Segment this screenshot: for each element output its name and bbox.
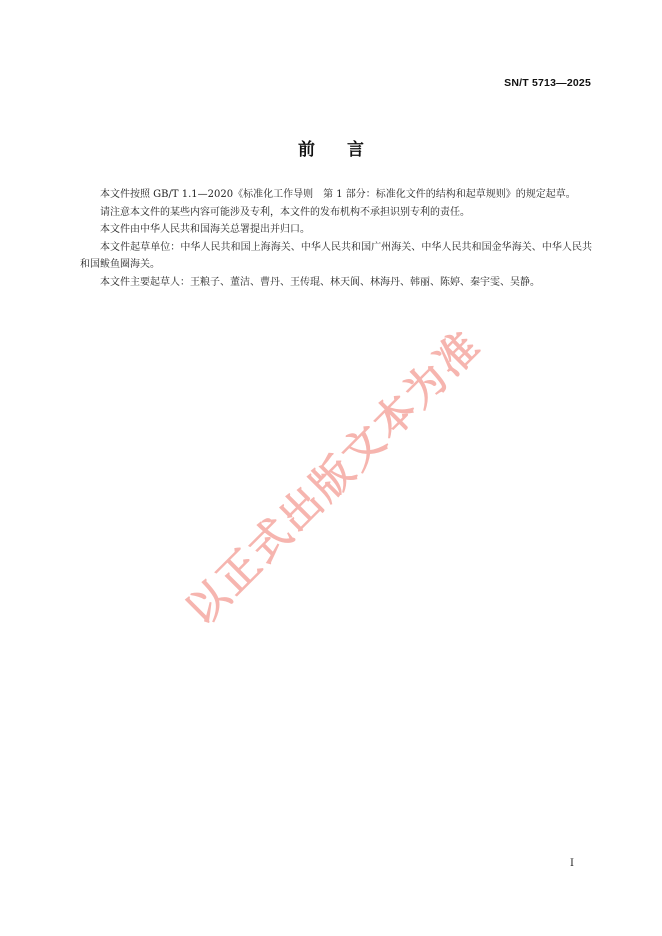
paragraph-drafters: 本文件主要起草人：王粮子、董洁、曹丹、王传琨、林天阆、林海丹、韩丽、陈婷、秦宇雯、吴静。: [100, 276, 540, 288]
paragraph-drafting-rules: 本文件按照 GB/T 1.1—2020《标准化工作导则 第 1 部分：标准化文件的结构和起草规则》的规定起草。: [100, 189, 576, 200]
paragraph-proposer: 本文件由中华人民共和国海关总署提出并归口。: [100, 224, 310, 236]
standard-code: SN/T 5713—2025: [504, 77, 591, 89]
foreword-body: [80, 186, 592, 292]
page-number: I: [570, 858, 574, 869]
watermark-stamp: 以正式出版文本为准: [176, 320, 491, 635]
paragraph-drafting-units: 本文件起草单位：中华人民共和国上海海关、中华人民共和国广州海关、中华人民共和国金华海关、中华人民共和国鲅鱼圈海关。: [80, 241, 592, 271]
paragraph-patent-notice: 请注意本文件的某些内容可能涉及专利，本文件的发布机构不承担识别专利的责任。: [100, 206, 470, 218]
page-title: 前言: [298, 140, 396, 160]
